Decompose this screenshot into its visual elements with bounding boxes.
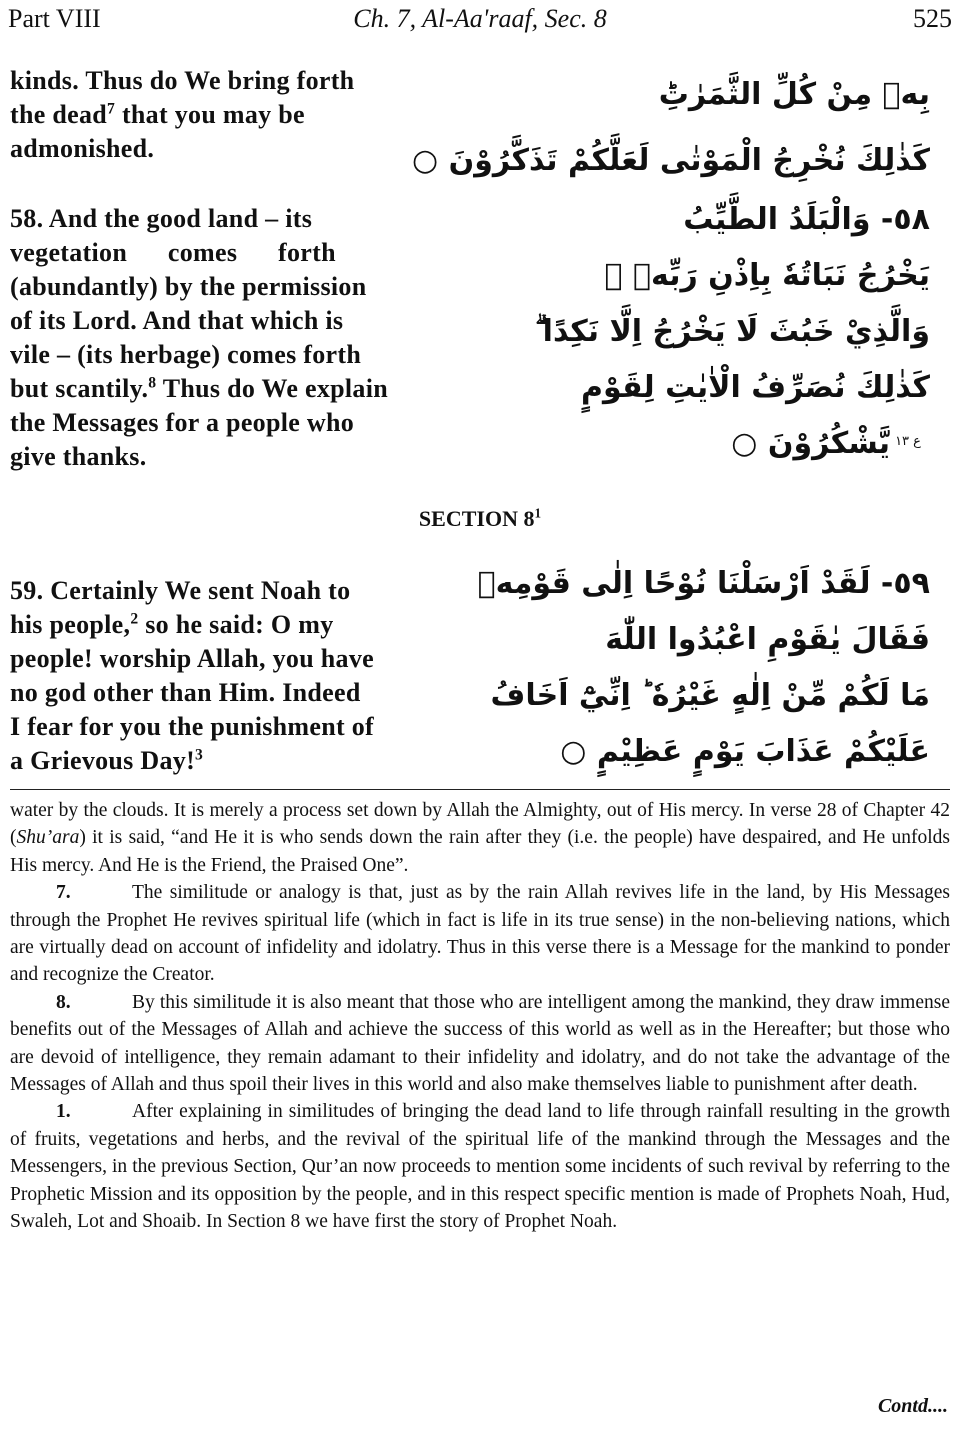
arabic-line: بِهٖ مِنْ كُلِّ الثَّمَرٰتِؕ	[658, 77, 930, 112]
arabic-line: فَقَالَ يٰقَوْمِ اعْبُدُوا اللّٰهَ	[605, 622, 930, 657]
verse-text: so he said: O my	[138, 610, 334, 639]
verse-line: give thanks.	[10, 442, 147, 471]
arabic-line: وَالَّذِيْ خَبُثَ لَا يَخْرُجُ اِلَّا نَكِدًا ۗ	[535, 314, 930, 349]
verse-text: but scantily.	[10, 374, 149, 403]
footnote-text: After explaining in similitudes of bringing the dead land to life through rainfall resulting in the growth of fruits, vegetations and herbs, and the revival of the spiritual life of the mankind through the Messages and the Messengers, in the previous Section, Qur’an now proceeds to mention some incidents of such revival by referring to the Prophetic Mission and its opposition by the people, and in this respect specific mention is made of Prophets Noah, Hud, Swaleh, Lot and Shoaib. In Section 8 we have first the story of Prophet Noah.	[10, 1101, 950, 1233]
part-label: Part VIII	[8, 4, 101, 33]
verse-line: 58. And the good land – its	[10, 204, 313, 233]
arabic-verse-58	[460, 192, 930, 472]
verse-line: I fear for you the punishment of	[10, 712, 374, 741]
arabic-line: كَذٰلِكَ نُصَرِّفُ الْاٰيٰتِ لِقَوْمٍ	[581, 370, 930, 405]
footnote-number: 8.	[56, 991, 71, 1013]
section-heading	[0, 506, 960, 532]
footnote-text: By this similitude it is also meant that those who are intelligent among the mankind, they draw immense benefits out of the Messages of Allah and achieve the success of this world as well as in the Hereafter; but those who are devoid of intelligence, they remain adamant to their infidelity and idolatry, and do not take the advantage of the Messages of Allah and thus spoil their lives in this world and also make themselves liable to punishment after death.	[10, 991, 950, 1096]
arabic-line: عَلَيْكُمْ عَذَابَ يَوْمٍ عَظِيْمٍ ○	[560, 734, 930, 769]
footnote-continued	[10, 797, 950, 879]
verse-text: a Grievous Day!	[10, 746, 196, 775]
note-text: ) it is said, “and He it is who sends down the rain after they (i.e. the people) have despaired, and He unfolds His mercy. And He is the Friend, the Praised One”.	[10, 827, 950, 876]
footnote-ref-1: 1	[534, 505, 542, 521]
note-italic: Shu’ara	[16, 827, 80, 849]
verse-line	[10, 98, 418, 132]
verse-line: vegetation comes forth	[10, 238, 336, 267]
verse-text: the dead	[10, 100, 108, 129]
verse-line: (abundantly) by the permission	[10, 272, 367, 301]
verse-line: admonished.	[10, 134, 155, 163]
arabic-verse-57	[412, 62, 930, 194]
footnote-ref-3: 3	[195, 746, 204, 764]
verse-line	[10, 608, 418, 642]
section-title-text: SECTION 8	[418, 506, 535, 531]
verse-line	[10, 372, 418, 406]
arabic-line: ٥٨- وَالْبَلَدُ الطَّيِّبُ	[683, 202, 930, 237]
footnote-divider	[10, 789, 950, 790]
ruku-marker: ع ۱۳	[895, 434, 921, 449]
verse-58-translation	[10, 202, 418, 474]
verse-line: of its Lord. And that which is	[10, 306, 344, 335]
footnote-number: 7.	[56, 882, 71, 904]
footnote-ref-8: 8	[148, 374, 157, 392]
verse-text: his people,	[10, 610, 131, 639]
verse-line: 59. Certainly We sent Noah to	[10, 576, 351, 605]
verse-text: Thus do We explain	[156, 374, 389, 403]
page-header	[8, 4, 952, 38]
arabic-line: يَخْرُجُ نَبَاتُهٗ بِاِذْنِ رَبِّهٖ ۚ	[604, 258, 930, 293]
footnote-text: The similitude or analogy is that, just as by the rain Allah revives life in the land, by His Messages through the Prophet He revives spiritual life (which in fact is life in its true sense) in the non-believing nations, which are virtually dead on account of infidelity and idolatry. Thus in this verse there is a Message for the mankind to ponder and recognize the Creator.	[10, 882, 950, 986]
verse-text: that you may be	[115, 100, 305, 129]
footnote-number: 1.	[56, 1101, 71, 1123]
footnote-ref-2: 2	[130, 610, 139, 628]
chapter-title: Ch. 7, Al-Aa'raaf, Sec. 8	[353, 4, 607, 33]
verse-57-translation	[10, 64, 418, 166]
footnote-ref-7: 7	[107, 100, 116, 118]
note-text: water by the clouds. It is merely a process set down by Allah the Almighty, out of His mercy. In verse 28 of Chapter 42 (	[10, 800, 950, 849]
verse-line: the Messages for a people who	[10, 408, 355, 437]
arabic-line: كَذٰلِكَ نُخْرِجُ الْمَوْتٰى لَعَلَّكُمْ تَذَكَّرُوْنَ ○	[412, 143, 930, 178]
verse-line: kinds. Thus do We bring forth	[10, 66, 355, 95]
page-number: 525	[913, 4, 952, 33]
arabic-line: ٥٩- لَقَدْ اَرْسَلْنَا نُوْحًا اِلٰى قَوْمِهٖ	[477, 566, 930, 601]
verse-line: vile – (its herbage) comes forth	[10, 340, 362, 369]
verse-line	[10, 744, 418, 778]
footnote-8	[10, 989, 950, 1099]
footnote-7	[10, 879, 950, 989]
arabic-line: مَا لَكُمْ مِّنْ اِلٰهٍ غَيْرُهٗ ؕ اِنِّيْٓ اَخَافُ	[490, 678, 930, 713]
footnote-1	[10, 1098, 950, 1235]
arabic-line: يَّشْكُرُوْنَ ○	[731, 426, 890, 461]
verse-line: no god other than Him. Indeed	[10, 678, 361, 707]
verse-59-translation	[10, 574, 418, 778]
verse-line: people! worship Allah, you have	[10, 644, 374, 673]
arabic-verse-59	[460, 556, 930, 780]
footnotes	[10, 797, 950, 1236]
continued-label: Contd....	[877, 1395, 948, 1417]
